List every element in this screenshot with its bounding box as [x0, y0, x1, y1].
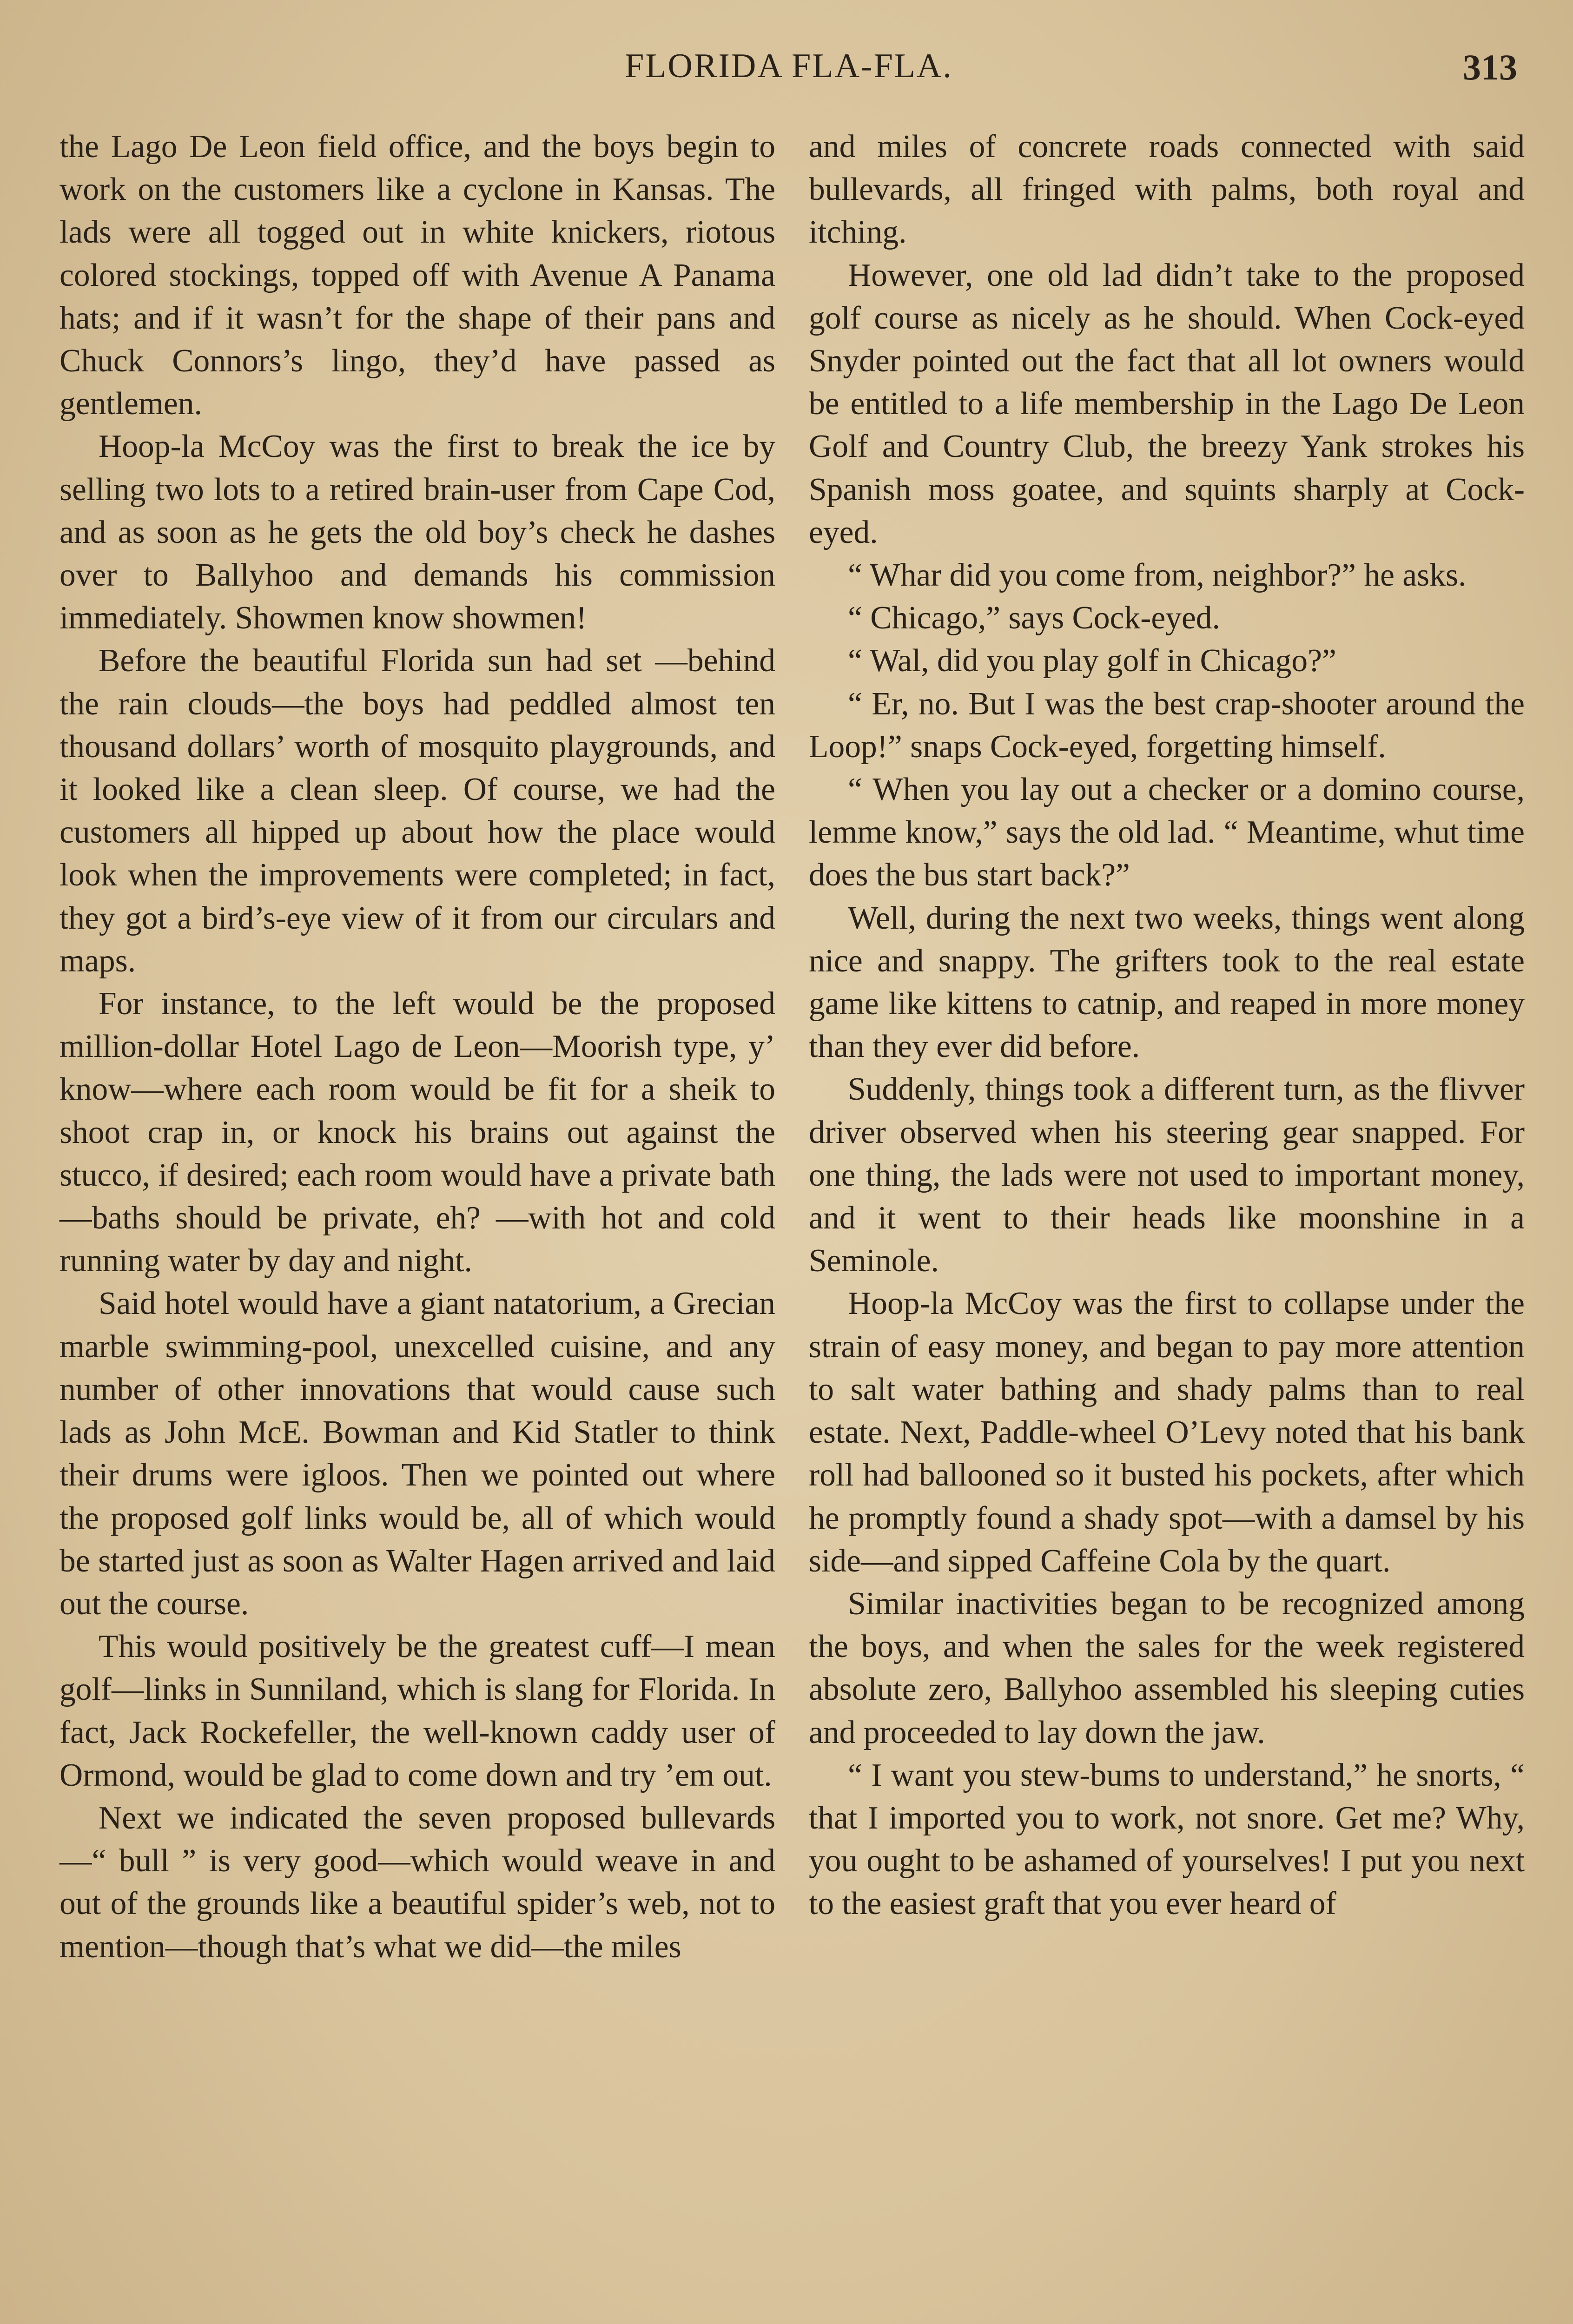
paragraph: Hoop-la McCoy was the first to break the ice by selling two lots to a retired brain-user from Cape Cod, and as soon as he gets the old boy’s check he dashes over to Ballyhoo and demands his commission immediately. Showmen know showmen! [59, 429, 775, 636]
right-column [809, 125, 1525, 1926]
paragraph: “ Wal, did you play golf in Chicago?” [848, 643, 1336, 679]
paragraph: Similar inactivities began to be recognized among the boys, and when the sales for the week registered absolute zero, Ballyhoo assembled his sleeping cuties and proceeded to lay down the jaw. [809, 1585, 1525, 1750]
paragraph: Said hotel would have a giant natatorium, a Grecian marble swimming-pool, unexcelled cuisine, and any number of other innovations that would cause such lads as John McE. Bowman and Kid Statler to think their drums were igloos. Then we pointed out where the proposed golf links would be, all of which would be started just as soon as Walter Hagen arrived and laid out the course. [59, 1286, 775, 1622]
paragraph: Well, during the next two weeks, things went along nice and snappy. The grifters took to the real estate game like kittens to catnip, and reaped in more money than they ever did before. [809, 900, 1525, 1065]
paragraph: “ I want you stew-bums to understand,” he snorts, “ that I imported you to work, not snore. Get me? Why, you ought to be ashamed of yourselves! I put you next to the easiest graft that you ever heard of [809, 1757, 1525, 1922]
paragraph: “ Chicago,” says Cock-eyed. [848, 600, 1220, 636]
left-column [59, 125, 775, 1968]
running-title: FLORIDA FLA-FLA. [625, 47, 953, 85]
page-header [60, 46, 1517, 98]
paragraph: Before the beautiful Florida sun had set —behind the rain clouds—the boys had peddled almost ten thousand dollars’ worth of mosquito playgrounds, and it looked like a clean sleep. Of course, we had the customers all hipped up about how the place would look when the improvements were completed; in fact, they got a bird’s-eye view of it from our circulars and maps. [59, 643, 775, 979]
paragraph: “ When you lay out a checker or a domino course, lemme know,” says the old lad. “ Meantime, whut time does the bus start back?” [809, 772, 1525, 893]
paragraph: the Lago De Leon field office, and the boys begin to work on the customers like a cyclone in Kansas. The lads were all togged out in white knickers, riotous colored stockings, topped off with Avenue A Panama hats; and if it wasn’t for the shape of their pans and Chuck Connors’s lingo, they’d have passed as gentlemen. [59, 129, 775, 422]
paragraph: Suddenly, things took a different turn, as the flivver driver observed when his steering gear snapped. For one thing, the lads were not used to important money, and it went to their heads like moonshine in a Seminole. [809, 1071, 1525, 1279]
page-number: 313 [1463, 47, 1517, 87]
paragraph: However, one old lad didn’t take to the proposed golf course as nicely as he should. When Cock-eyed Snyder pointed out the fact that all lot owners would be entitled to a life membership in the Lago De Leon Golf and Country Club, the breezy Yank strokes his Spanish moss goatee, and squints sharply at Cock-eyed. [809, 257, 1525, 550]
paragraph: “ Er, no. But I was the best crap-shooter around the Loop!” snaps Cock-eyed, forgetting himself. [809, 686, 1525, 765]
paragraph: Hoop-la McCoy was the first to collapse under the strain of easy money, and began to pay more attention to salt water bathing and shady palms than to real estate. Next, Paddle-wheel O’Levy noted that his bank roll had ballooned so it busted his pockets, after which he promptly found a shady spot—with a damsel by his side—and sipped Caffeine Cola by the quart. [809, 1286, 1525, 1579]
paragraph: For instance, to the left would be the proposed million-dollar Hotel Lago de Leon—Moorish type, y’ know—where each room would be fit for a sheik to shoot crap in, or knock his brains out against the stucco, if desired; each room would have a private bath—baths should be private, eh? —with hot and cold running water by day and night. [59, 986, 775, 1279]
paragraph: This would positively be the greatest cuff—I mean golf—links in Sunniland, which is slang for Florida. In fact, Jack Rockefeller, the well-known caddy user of Ormond, would be glad to come down and try ’em out. [59, 1629, 775, 1793]
paragraph: “ Whar did you come from, neighbor?” he asks. [848, 557, 1467, 594]
paragraph: and miles of concrete roads connected with said bullevards, all fringed with palms, both royal and itching. [809, 129, 1525, 251]
paragraph: Next we indicated the seven proposed bullevards—“ bull ” is very good—which would weave in and out of the grounds like a beautiful spider’s web, not to mention—though that’s what we did—the miles [59, 1800, 775, 1965]
